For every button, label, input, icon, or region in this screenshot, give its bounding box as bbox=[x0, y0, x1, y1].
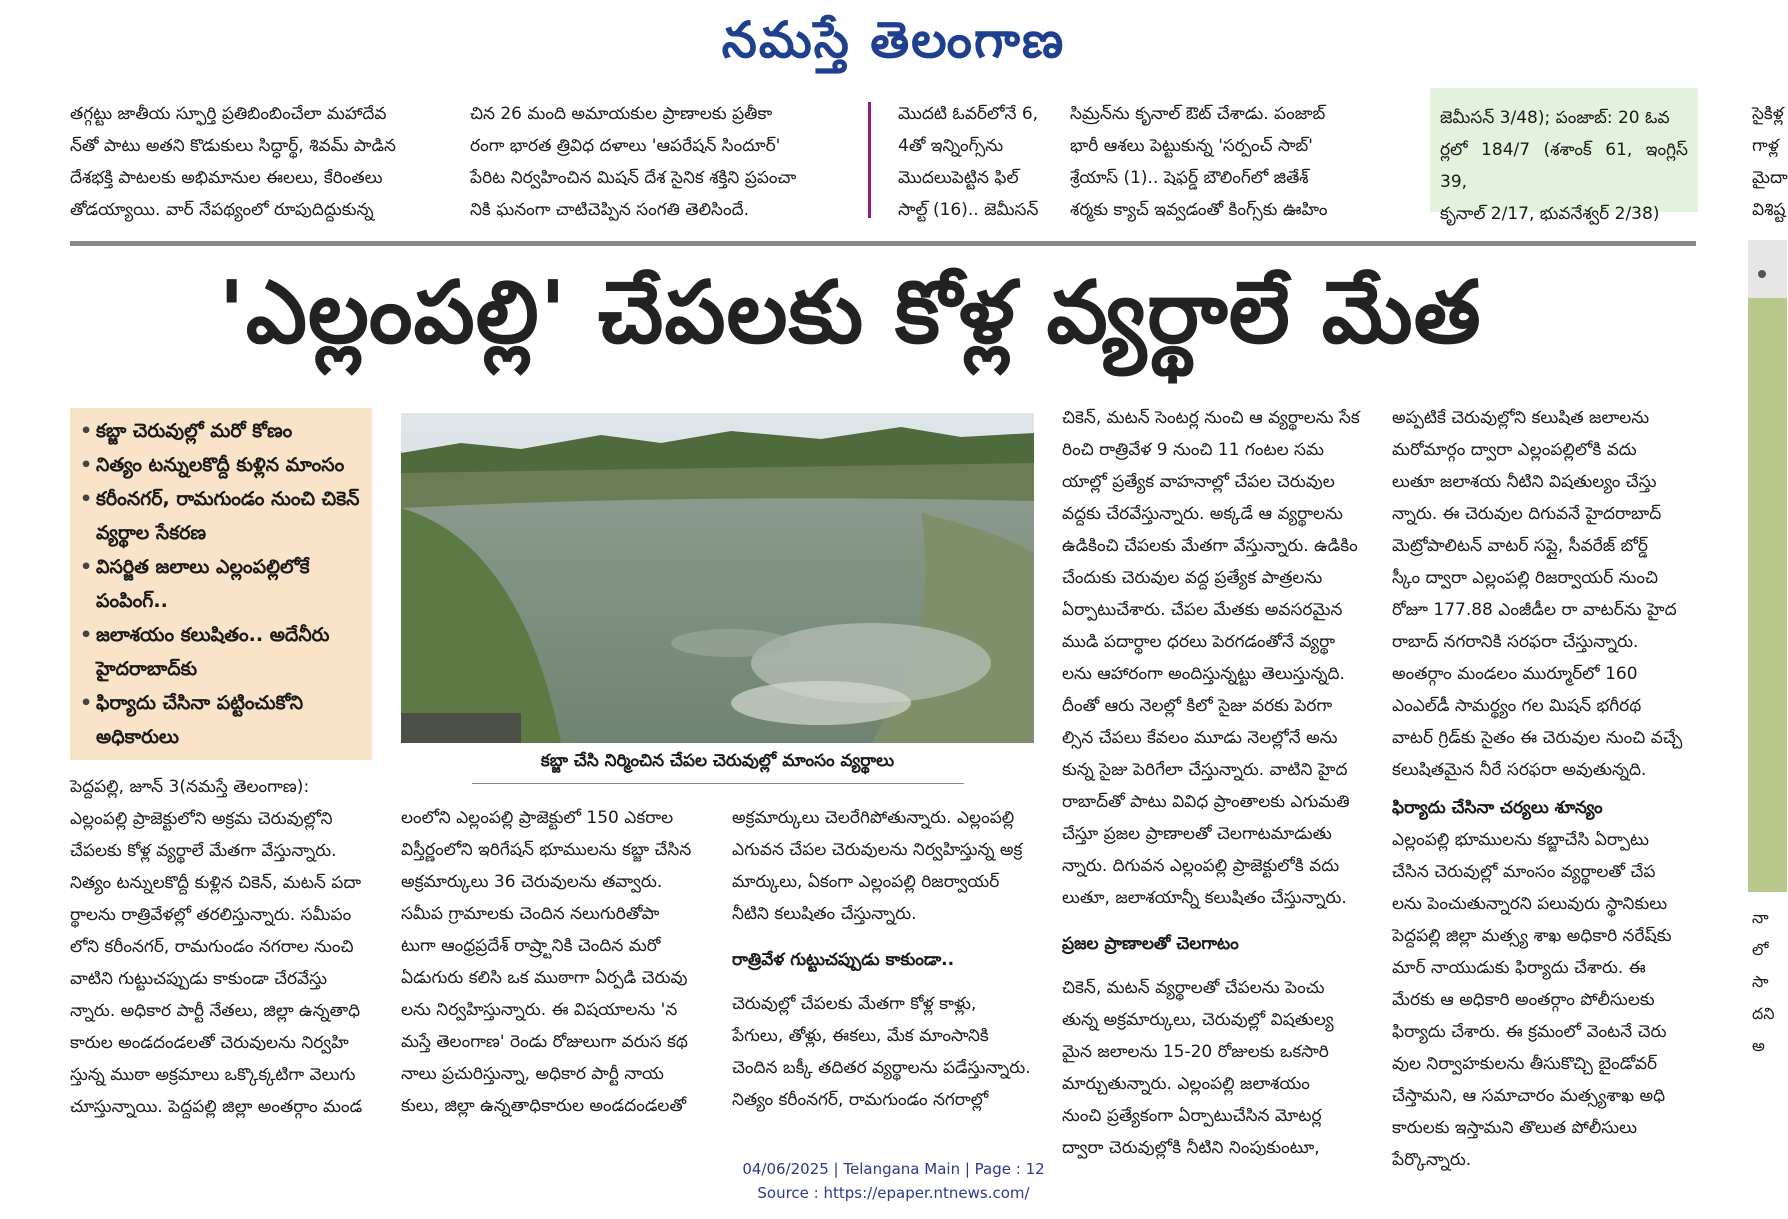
body-col-5-part-a: అప్పటికే చెరువుల్లోని కలుషిత జలాలను మరోమార్గం ద్వారా ఎల్లంపల్లిలోకి వదు లుతూ జలాశయ నీటిని విషతుల్యం చేస్తు న్నారు. ఈ చెరువుల దిగువనే హైదరాబాద్ మెట్రోపాలిటన్ వాటర్ సప్లై, సీవరేజ్ బోర్డ్ స్కీం ద్వారా ఎల్లంపల్లి రిజర్వాయర్ నుంచి రోజూ 177.88 ఎంజీడీల రా వాటర్‌ను హైద రాబాద్ నగరానికి సరఫరా చేస్తున్నారు. అంతర్గాం మండలం ముర్మూర్‌లో 160 ఎంఎల్‌డీ సామర్థ్యం గల మిషన్ భగీరథ వాటర్ గ్రిడ్‌కు సైతం ఈ చెరువుల నుంచి వచ్చే కలుషితమైన నీరే సరఫరా అవుతున్నది. bbox=[1392, 408, 1683, 780]
adjacent-article-edge bbox=[1748, 240, 1787, 300]
section-divider bbox=[70, 241, 1696, 246]
highlight-item bbox=[70, 686, 372, 754]
body-col-4-part-b: చికెన్, మటన్ వ్యర్థాలతో చేపలను పెంచు తున్న అక్రమార్కులు, చెరువుల్లో విషతుల్య మైన జలాలను 15-20 రోజులకు ఒకసారి మార్చుతున్నారు. ఎల్లంపల్లి జలాశయం నుంచి ప్రత్యేకంగా ఏర్పాటుచేసిన మోటర్ల ద్వారా చెరువుల్లోకి నీటిని నింపుకుంటూ, bbox=[1062, 978, 1334, 1158]
highlight-text: కబ్జా చెరువుల్లో మరో కోణం bbox=[96, 420, 293, 442]
footer-date-line: 04/06/2025 | Telangana Main | Page : 12 bbox=[742, 1160, 1045, 1178]
bullet-icon: • bbox=[80, 624, 93, 646]
pond-photo-image bbox=[401, 413, 1034, 743]
highlight-text: జలాశయం కలుషితం.. అదేనీరు హైదరాబాద్‌కు bbox=[96, 624, 330, 680]
body-col-2: లంలోని ఎల్లంపల్లి ప్రాజెక్టులో 150 ఎకరాల విస్తీర్ణంలోని ఇరిగేషన్ భూములను కబ్జా చేసిన అక్రమార్కులు 36 చెరువులను తవ్వారు. సమీప గ్రామాలకు చెందిన నలుగురితోపా టుగా ఆంధ్రప్రదేశ్ రాష్ర్టానికి చెందిన మరో ఏడుగురు కలిసి ఒక ముఠాగా ఏర్పడి చెరువు లను నిర్వహిస్తున్నారు. ఈ విషయాలను 'న మస్తే తెలంగాణ' రెండు రోజులుగా వరుస కథ నాలు ప్రచురిస్తున్నా, అధికార పార్టీ నాయ కులు, జిల్లా ఉన్నతాధికారుల అండదండలతో bbox=[401, 808, 692, 1116]
bullet-icon bbox=[1758, 270, 1766, 278]
newspaper-masthead: నమస్తే తెలంగాణ bbox=[721, 10, 1066, 69]
highlight-text: విసర్జిత జలాలు ఎల్లంపల్లిలోకే పంపింగ్.. bbox=[96, 556, 310, 612]
score-box bbox=[1430, 88, 1698, 224]
highlight-text: ఫిర్యాదు చేసినా పట్టించుకోని అధికారులు bbox=[96, 692, 304, 748]
pond-photo bbox=[401, 413, 1034, 743]
top-article-col-4: సిమ్రన్‌ను కృనాల్ ఔట్ చేశాడు. పంజాబ్ భారీ ఆశలు పెట్టుకున్న 'సర్పంచ్ సాబ్' శ్రేయాస్ (1).. షెఫర్డ్ బౌలింగ్‌లో జితేశ్ శర్మకు క్యాచ్ ఇవ్వడంతో కింగ్స్‌కు ఊహిం bbox=[1070, 104, 1328, 220]
subhead-lives: ప్రజల ప్రాణాలతో చెలగాటం bbox=[1062, 934, 1239, 954]
highlights-box bbox=[70, 408, 372, 760]
body-col-1: పెద్దపల్లి, జూన్ 3(నమస్తే తెలంగాణ): ఎల్లంపల్లి ప్రాజెక్టులోని అక్రమ చెరువుల్లోని చేపలకు కోళ్ల వ్యర్థాలే మేతగా వేస్తున్నారు. నిత్యం టన్నులకొద్దీ కుళ్లిన చికెన్, మటన్ పదా ర్థాలను రాత్రివేళల్లో తరలిస్తున్నారు. సమీపం లోని కరీంనగర్, రామగుండం నగరాల నుంచి వాటిని గుట్టుచప్పుడు కాకుండా చేరవేస్తు న్నారు. అధికార పార్టీ నేతలు, జిల్లా ఉన్నతాధి కారుల అండదండలతో చెరువులను నిర్వహి స్తున్న ముఠా అక్రమాలు ఒక్కొక్కటిగా వెలుగు చూస్తున్నాయి. పెద్దపల్లి జిల్లా అంతర్గాం మండ bbox=[70, 777, 363, 1117]
bullet-icon: • bbox=[80, 488, 93, 510]
body-col-5 bbox=[1392, 402, 1696, 1170]
highlight-item bbox=[70, 414, 372, 448]
top-article-col-1: తగ్గట్టు జాతీయ స్ఫూర్తి ప్రతిబింబించేలా మహాదేవ న్‌తో పాటు అతని కొడుకులు సిద్ధార్థ్, శివమ్ పాడిన దేశభక్తి పాటలకు అభిమానుల ఈలలు, కేరింతలు తోడయ్యాయి. వార్ నేపథ్యంలో రూపుదిద్దుకున్న bbox=[70, 104, 396, 220]
body-col-4-part-a: చికెన్, మటన్ సెంటర్ల నుంచి ఆ వ్యర్థాలను సేక రించి రాత్రివేళ 9 నుంచి 11 గంటల సమ యాల్లో ప్రత్యేక వాహనాల్లో చేపల చెరువుల వద్దకు చేరవేస్తున్నారు. అక్కడే ఆ వ్యర్థాలను ఉడికించి చేపలకు మేతగా వేస్తున్నారు. ఉడికిం చేందుకు చెరువుల వద్ద ప్రత్యేక పాత్రలను ఏర్పాటుచేశారు. చేపల మేతకు అవసరమైన ముడి పదార్థాల ధరలు పెరగడంతోనే వ్యర్థా లను ఆహారంగా అందిస్తున్నట్టు తెలుస్తున్నది. దీంతో ఆరు నెలల్లో కిలో సైజు వరకు పెరగా ల్సిన చేపలు కేవలం మూడు నెలల్లోనే అను కున్న సైజు పెరిగేలా చేస్తున్నారు. వాటిని హైద రాబాద్‌తో పాటు వివిధ ప్రాంతాలకు ఎగుమతి చేస్తూ ప్రజల ప్రాణాలతో చెలగాటమాడుతు న్నారు. దిగువన ఎల్లంపల్లి ప్రాజెక్టులోకి వదు లుతూ, జలాశయాన్నీ కలుషితం చేస్తున్నారు. bbox=[1062, 408, 1360, 908]
bullet-icon: • bbox=[80, 556, 93, 578]
body-col-4 bbox=[1062, 402, 1362, 1158]
photo-caption: కబ్జా చేసి నిర్మించిన చేపల చెరువుల్లో మాంసం వ్యర్థాలు bbox=[540, 751, 895, 771]
body-col-3-part-a: అక్రమార్కులు చెలరేగిపోతున్నారు. ఎల్లంపల్లి ఎగువన చేపల చెరువులను నిర్వహిస్తున్న అక్ర మార్కులు, ఏకంగా ఎల్లంపల్లి రిజర్వాయర్ నీటిని కలుషితం చేస్తున్నారు. bbox=[732, 808, 1023, 924]
adjacent-photo-edge bbox=[1748, 298, 1787, 892]
highlight-item bbox=[70, 618, 372, 686]
headline: 'ఎల్లంపల్లి' చేపలకు కోళ్ల వ్యర్థాలే మేత bbox=[218, 262, 1482, 363]
highlight-text: నిత్యం టన్నులకొద్దీ కుళ్లిన మాంసం bbox=[96, 454, 345, 476]
subhead-night: రాత్రివేళ గుట్టుచప్పుడు కాకుండా.. bbox=[732, 950, 955, 970]
highlight-item bbox=[70, 482, 372, 550]
highlight-text: కరీంనగర్, రామగుండం నుంచి చికెన్ వ్యర్థాల సేకరణ bbox=[96, 488, 360, 544]
top-article-col-2: చిన 26 మంది అమాయకుల ప్రాణాలకు ప్రతీకా రంగా భారత త్రివిధ దళాలు 'ఆపరేషన్ సిందూర్' పేరిట నిర్వహించిన మిషన్ దేశ సైనిక శక్తిని ప్రపంచా నికి ఘనంగా చాటిచెప్పిన సంగతి తెలిసిందే. bbox=[470, 104, 797, 220]
column-accent-line bbox=[868, 102, 871, 218]
subhead-complaint: ఫిర్యాదు చేసినా చర్యలు శూన్యం bbox=[1392, 798, 1603, 818]
top-article-col-3: మొదటి ఓవర్‌లోనే 6, 4తో ఇన్నింగ్స్‌ను మొదలుపెట్టిన ఫిల్ సాల్ట్ (16).. జెమీసన్ bbox=[898, 104, 1039, 220]
top-article-col-6: సైకిళ్ల గాళ్ల మైదా విశిష్ట bbox=[1752, 104, 1788, 220]
highlight-item bbox=[70, 550, 372, 618]
footer-source-line: Source : https://epaper.ntnews.com/ bbox=[757, 1184, 1030, 1202]
highlight-item bbox=[70, 448, 372, 482]
body-col-5-part-b: ఎల్లంపల్లి భూములను కబ్జాచేసి ఏర్పాటు చేసిన చెరువుల్లో మాంసం వ్యర్థాలతో చేప లను పెంచుతున్నారని పలువురు స్థానికులు పెద్దపల్లి జిల్లా మత్స్య శాఖ అధికారి నరేష్‌కు మార్ నాయుడుకు ఫిర్యాదు చేశారు. ఈ మేరకు ఆ అధికారి అంతర్గాం పోలీసులకు ఫిర్యాదు చేశారు. ఈ క్రమంలో వెంటనే చెరు వుల నిర్వాహకులను తీసుకొచ్చి బైండోవర్ చేస్తామని, ఆ సమాచారం మత్స్యశాఖ అధి కారులకు ఇస్తామని తొలుత పోలీసులు పేర్కొన్నారు. bbox=[1392, 830, 1672, 1170]
score-box-text: జెమీసన్ 3/48); పంజాబ్: 20 ఓవ ర్లలో 184/7 (శశాంక్ 61, ఇంగ్లిస్ 39, కృనాల్ 2/17, భువనేశ్వర్ 2/38) bbox=[1440, 108, 1688, 224]
body-col-3 bbox=[732, 802, 1032, 1132]
caption-underline bbox=[472, 783, 964, 784]
bullet-icon: • bbox=[80, 420, 93, 442]
highlights-list bbox=[70, 408, 372, 754]
adjacent-article-text: నా లో సా దని అ bbox=[1752, 908, 1775, 1055]
body-col-3-part-b: చెరువుల్లో చేపలకు మేతగా కోళ్ల కాళ్లు, పేగులు, తోళ్లు, ఈకలు, మేక మాంసానికి చెందిన బక్కీ తదితర వ్యర్థాలను పడేస్తున్నారు. నిత్యం కరీంనగర్, రామగుండం నగరాల్లో bbox=[732, 994, 1031, 1110]
bullet-icon: • bbox=[80, 692, 93, 714]
bullet-icon: • bbox=[80, 454, 93, 476]
